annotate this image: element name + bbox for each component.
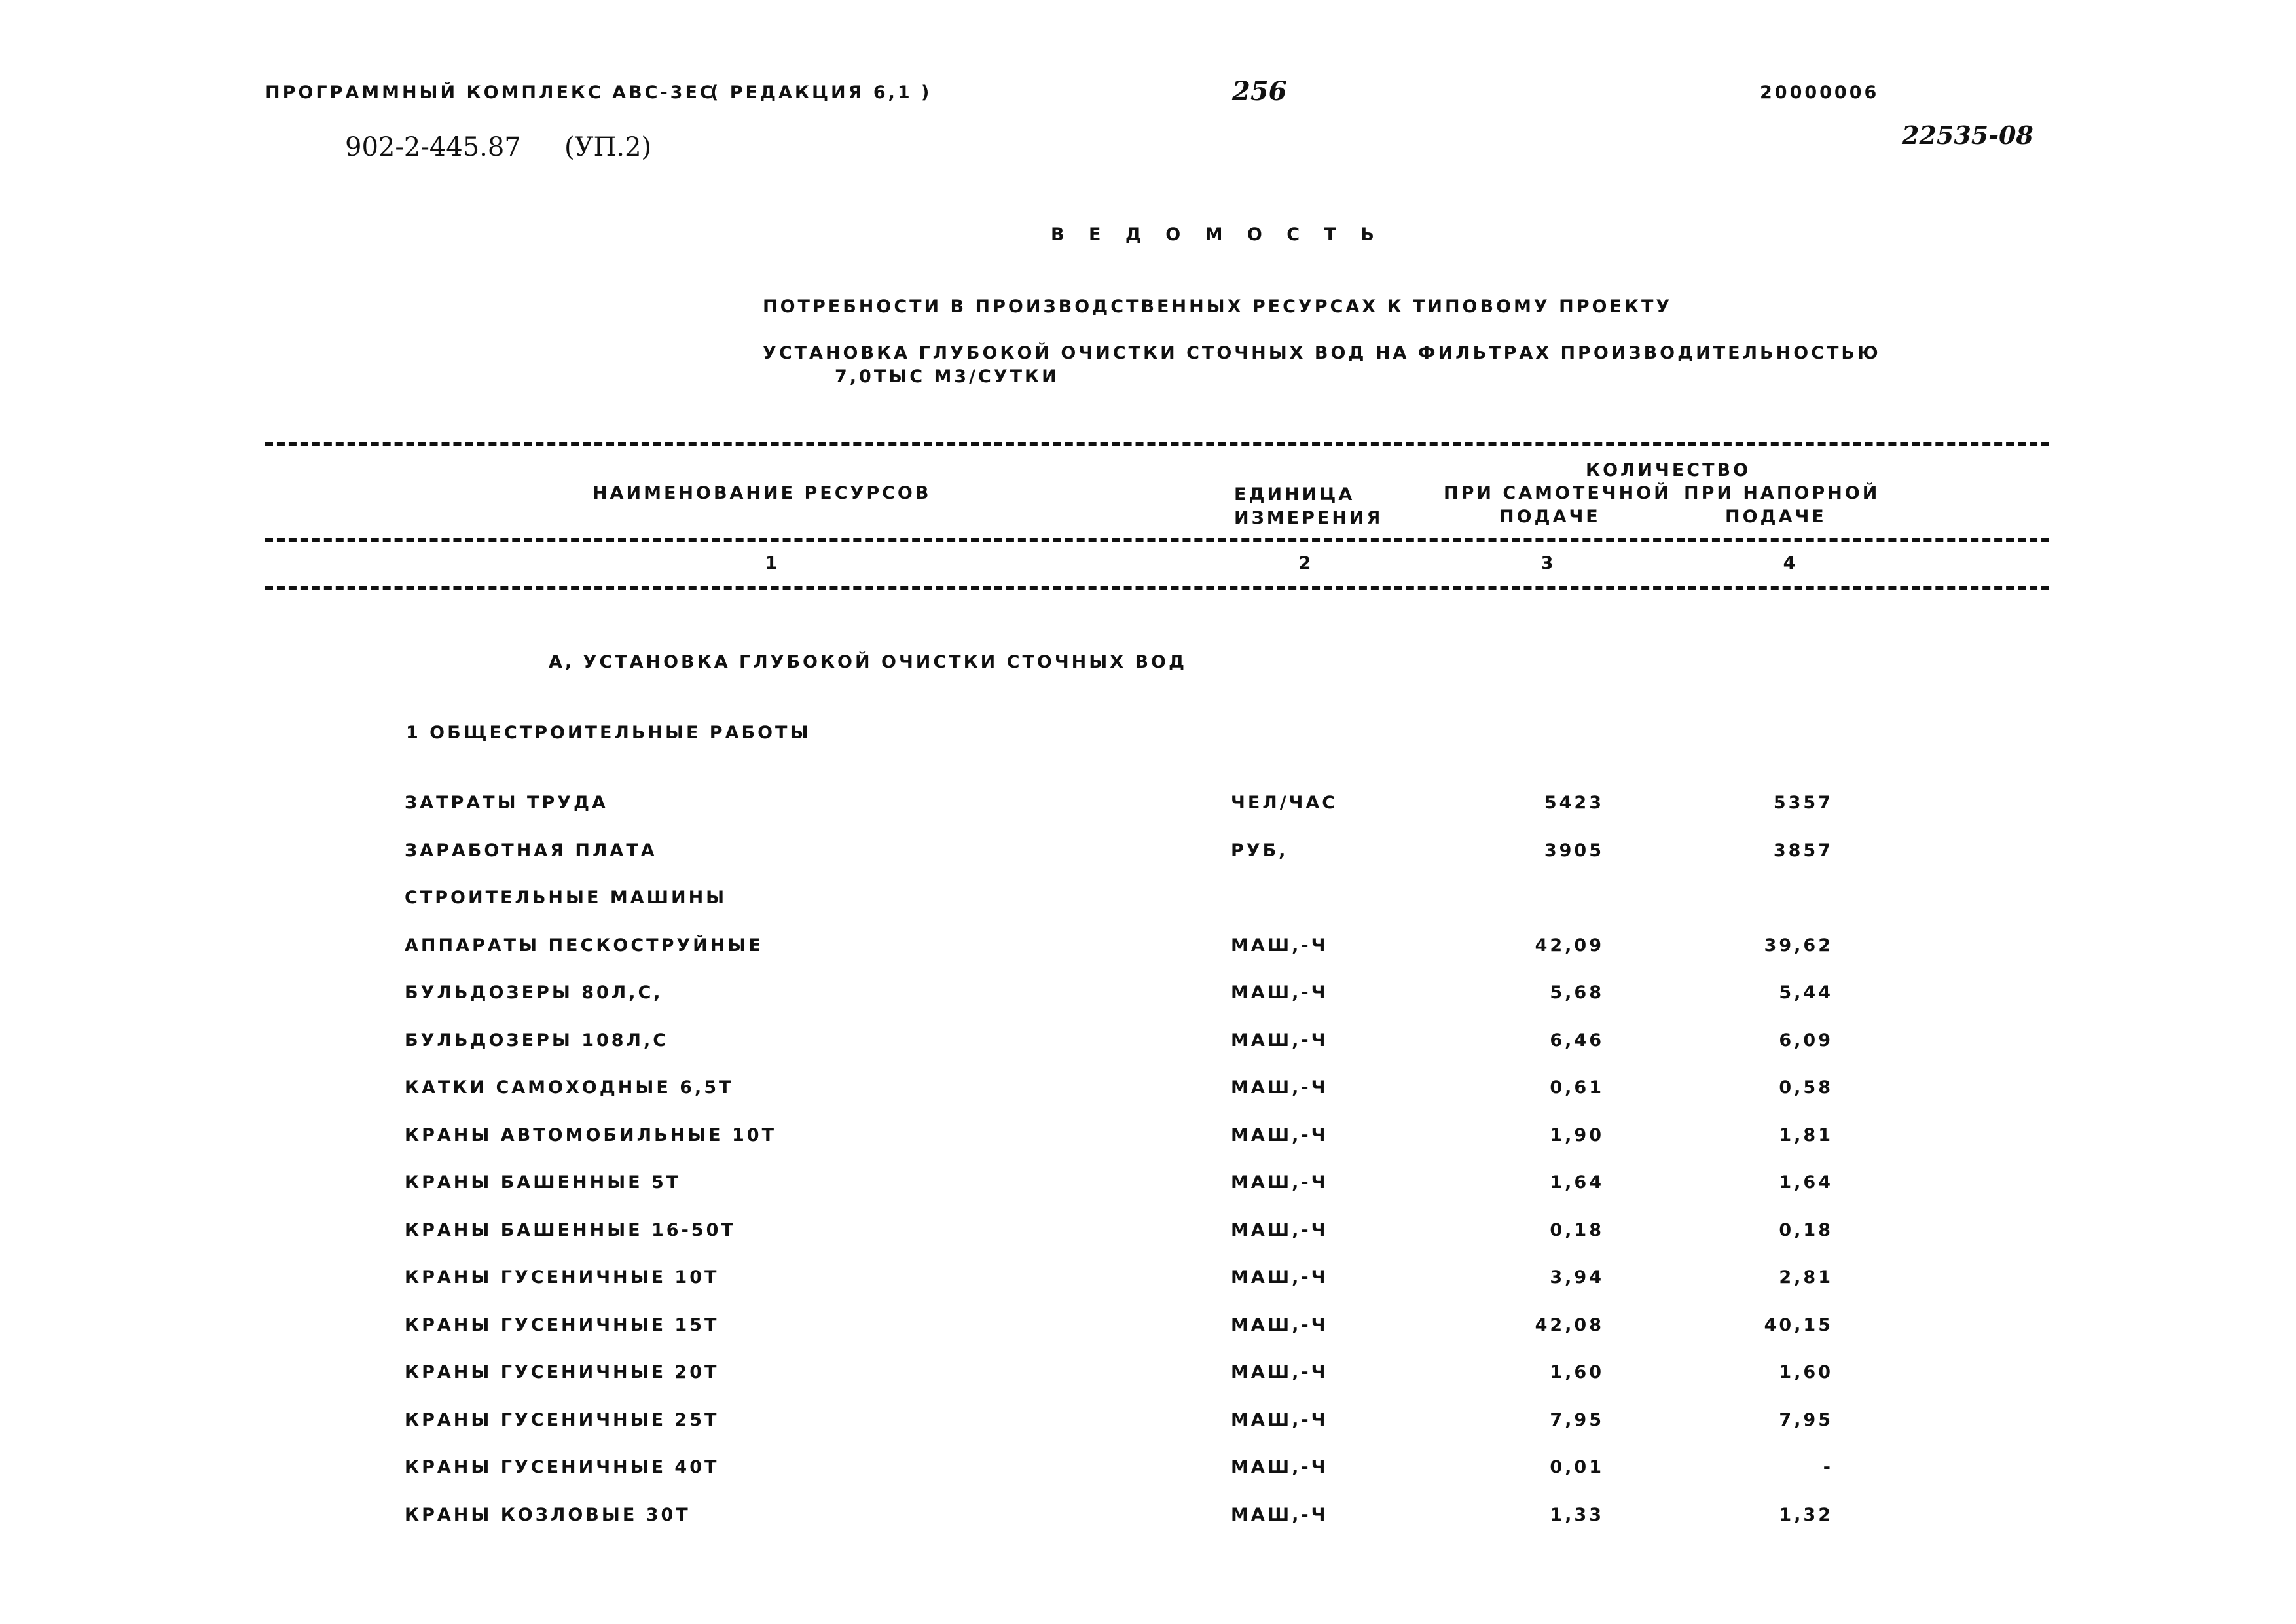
col-pressure-header-1: ПРИ НАПОРНОЙ [1684,483,1880,503]
table-rule-bottom [265,586,2049,590]
qty-pressure: 5357 [1773,793,1833,813]
qty-header: КОЛИЧЕСТВО [1586,460,1751,480]
resource-name: БУЛЬДОЗЕРЫ 108Л,С [405,1030,669,1051]
qty-gravity: 3905 [1544,840,1604,861]
resource-name: КРАНЫ ГУСЕНИЧНЫЕ 10Т [405,1267,720,1288]
col-unit-header-2: ИЗМЕРЕНИЯ [1234,508,1383,528]
qty-pressure: - [1823,1457,1833,1477]
col-number-4: 4 [1783,553,1798,573]
qty-pressure: 1,60 [1779,1362,1833,1382]
qty-gravity: 1,64 [1550,1172,1604,1193]
qty-pressure: 1,32 [1779,1505,1833,1525]
title-line-1: ПОТРЕБНОСТИ В ПРОИЗВОДСТВЕННЫХ РЕСУРСАХ К ТИПОВОМУ ПРОЕКТУ [763,297,1673,317]
section-title: А, УСТАНОВКА ГЛУБОКОЙ ОЧИСТКИ СТОЧНЫХ ВОД [549,652,1188,672]
resource-unit: МАШ,-Ч [1231,1220,1328,1240]
document-heading: В Е Д О М О С Т Ь [1051,225,1383,245]
qty-pressure: 1,81 [1779,1125,1833,1146]
qty-gravity: 42,08 [1535,1315,1604,1335]
col-gravity-header-1: ПРИ САМОТЕЧНОЙ [1444,483,1671,503]
qty-pressure: 5,44 [1779,983,1833,1003]
col-number-3: 3 [1540,553,1556,573]
resource-name: АППАРАТЫ ПЕСКОСТРУЙНЫЕ [405,935,763,956]
qty-gravity: 1,33 [1550,1505,1604,1525]
qty-pressure: 0,58 [1779,1077,1833,1098]
qty-gravity: 1,90 [1550,1125,1604,1146]
resource-name: КРАНЫ АВТОМОБИЛЬНЫЕ 10Т [405,1125,776,1146]
resource-unit: МАШ,-Ч [1231,935,1328,956]
resource-name: БУЛЬДОЗЕРЫ 80Л,С, [405,983,663,1003]
qty-pressure: 6,09 [1779,1030,1833,1051]
resource-unit: МАШ,-Ч [1231,1410,1328,1430]
resource-name: СТРОИТЕЛЬНЫЕ МАШИНЫ [405,888,727,908]
qty-gravity: 3,94 [1550,1267,1604,1288]
qty-gravity: 5423 [1544,793,1604,813]
subsection-title: 1 ОБЩЕСТРОИТЕЛЬНЫЕ РАБОТЫ [406,723,811,743]
qty-pressure: 3857 [1773,840,1833,861]
resource-unit: ЧЕЛ/ЧАС [1231,793,1338,813]
resource-unit: МАШ,-Ч [1231,1505,1328,1525]
resource-unit: МАШ,-Ч [1231,1362,1328,1382]
col-number-2: 2 [1298,553,1314,573]
table-rule-mid [265,538,2049,542]
stamp-number: 22535-08 [1902,120,2033,150]
resource-name: КРАНЫ ГУСЕНИЧНЫЕ 20Т [405,1362,720,1382]
resource-unit: РУБ, [1231,840,1288,861]
page-number: 256 [1232,76,1287,107]
col-pressure-header-2: ПОДАЧЕ [1725,507,1827,527]
col-name-header: НАИМЕНОВАНИЕ РЕСУРСОВ [592,483,932,503]
qty-pressure: 40,15 [1764,1315,1833,1335]
col-unit-header-1: ЕДИНИЦА [1234,484,1355,505]
qty-gravity: 0,18 [1550,1220,1604,1240]
resource-unit: МАШ,-Ч [1231,1267,1328,1288]
qty-gravity: 7,95 [1550,1410,1604,1430]
col-number-1: 1 [765,553,780,573]
resource-name: КРАНЫ ГУСЕНИЧНЫЕ 25Т [405,1410,720,1430]
qty-pressure: 1,64 [1779,1172,1833,1193]
col-gravity-header-2: ПОДАЧЕ [1499,507,1601,527]
qty-pressure: 7,95 [1779,1410,1833,1430]
resource-name: КРАНЫ ГУСЕНИЧНЫЕ 40Т [405,1457,720,1477]
qty-gravity: 0,61 [1550,1077,1604,1098]
resource-unit: МАШ,-Ч [1231,1172,1328,1193]
resource-name: ЗАТРАТЫ ТРУДА [405,793,608,813]
qty-gravity: 0,01 [1550,1457,1604,1477]
resource-unit: МАШ,-Ч [1231,1077,1328,1098]
qty-gravity: 6,46 [1550,1030,1604,1051]
program-name: ПРОГРАММНЫЙ КОМПЛЕКС АВС-3ЕС [265,82,716,103]
resource-unit: МАШ,-Ч [1231,1030,1328,1051]
qty-gravity: 1,60 [1550,1362,1604,1382]
program-edition: ( РЕДАКЦИЯ 6,1 ) [710,82,932,103]
project-number: 902-2-445.87 [345,132,521,162]
document-code: 20000006 [1760,82,1880,103]
resource-name: КРАНЫ БАШЕННЫЕ 5Т [405,1172,682,1193]
album-label: (УП.2) [564,132,652,162]
qty-gravity: 42,09 [1535,935,1604,956]
resource-name: КРАНЫ КОЗЛОВЫЕ 30Т [405,1505,691,1525]
resource-unit: МАШ,-Ч [1231,983,1328,1003]
qty-pressure: 39,62 [1764,935,1833,956]
qty-gravity: 5,68 [1550,983,1604,1003]
resource-name: КАТКИ САМОХОДНЫЕ 6,5Т [405,1077,734,1098]
table-rule-top [265,442,2049,446]
qty-pressure: 0,18 [1779,1220,1833,1240]
title-line-3: 7,0ТЫС М3/СУТКИ [835,367,1059,387]
title-line-2: УСТАНОВКА ГЛУБОКОЙ ОЧИСТКИ СТОЧНЫХ ВОД НА ФИЛЬТРАХ ПРОИЗВОДИТЕЛЬНОСТЬЮ [763,343,1881,363]
resource-unit: МАШ,-Ч [1231,1315,1328,1335]
resource-name: ЗАРАБОТНАЯ ПЛАТА [405,840,657,861]
resource-name: КРАНЫ БАШЕННЫЕ 16-50Т [405,1220,736,1240]
qty-pressure: 2,81 [1779,1267,1833,1288]
resource-unit: МАШ,-Ч [1231,1457,1328,1477]
resource-unit: МАШ,-Ч [1231,1125,1328,1146]
resource-name: КРАНЫ ГУСЕНИЧНЫЕ 15Т [405,1315,720,1335]
